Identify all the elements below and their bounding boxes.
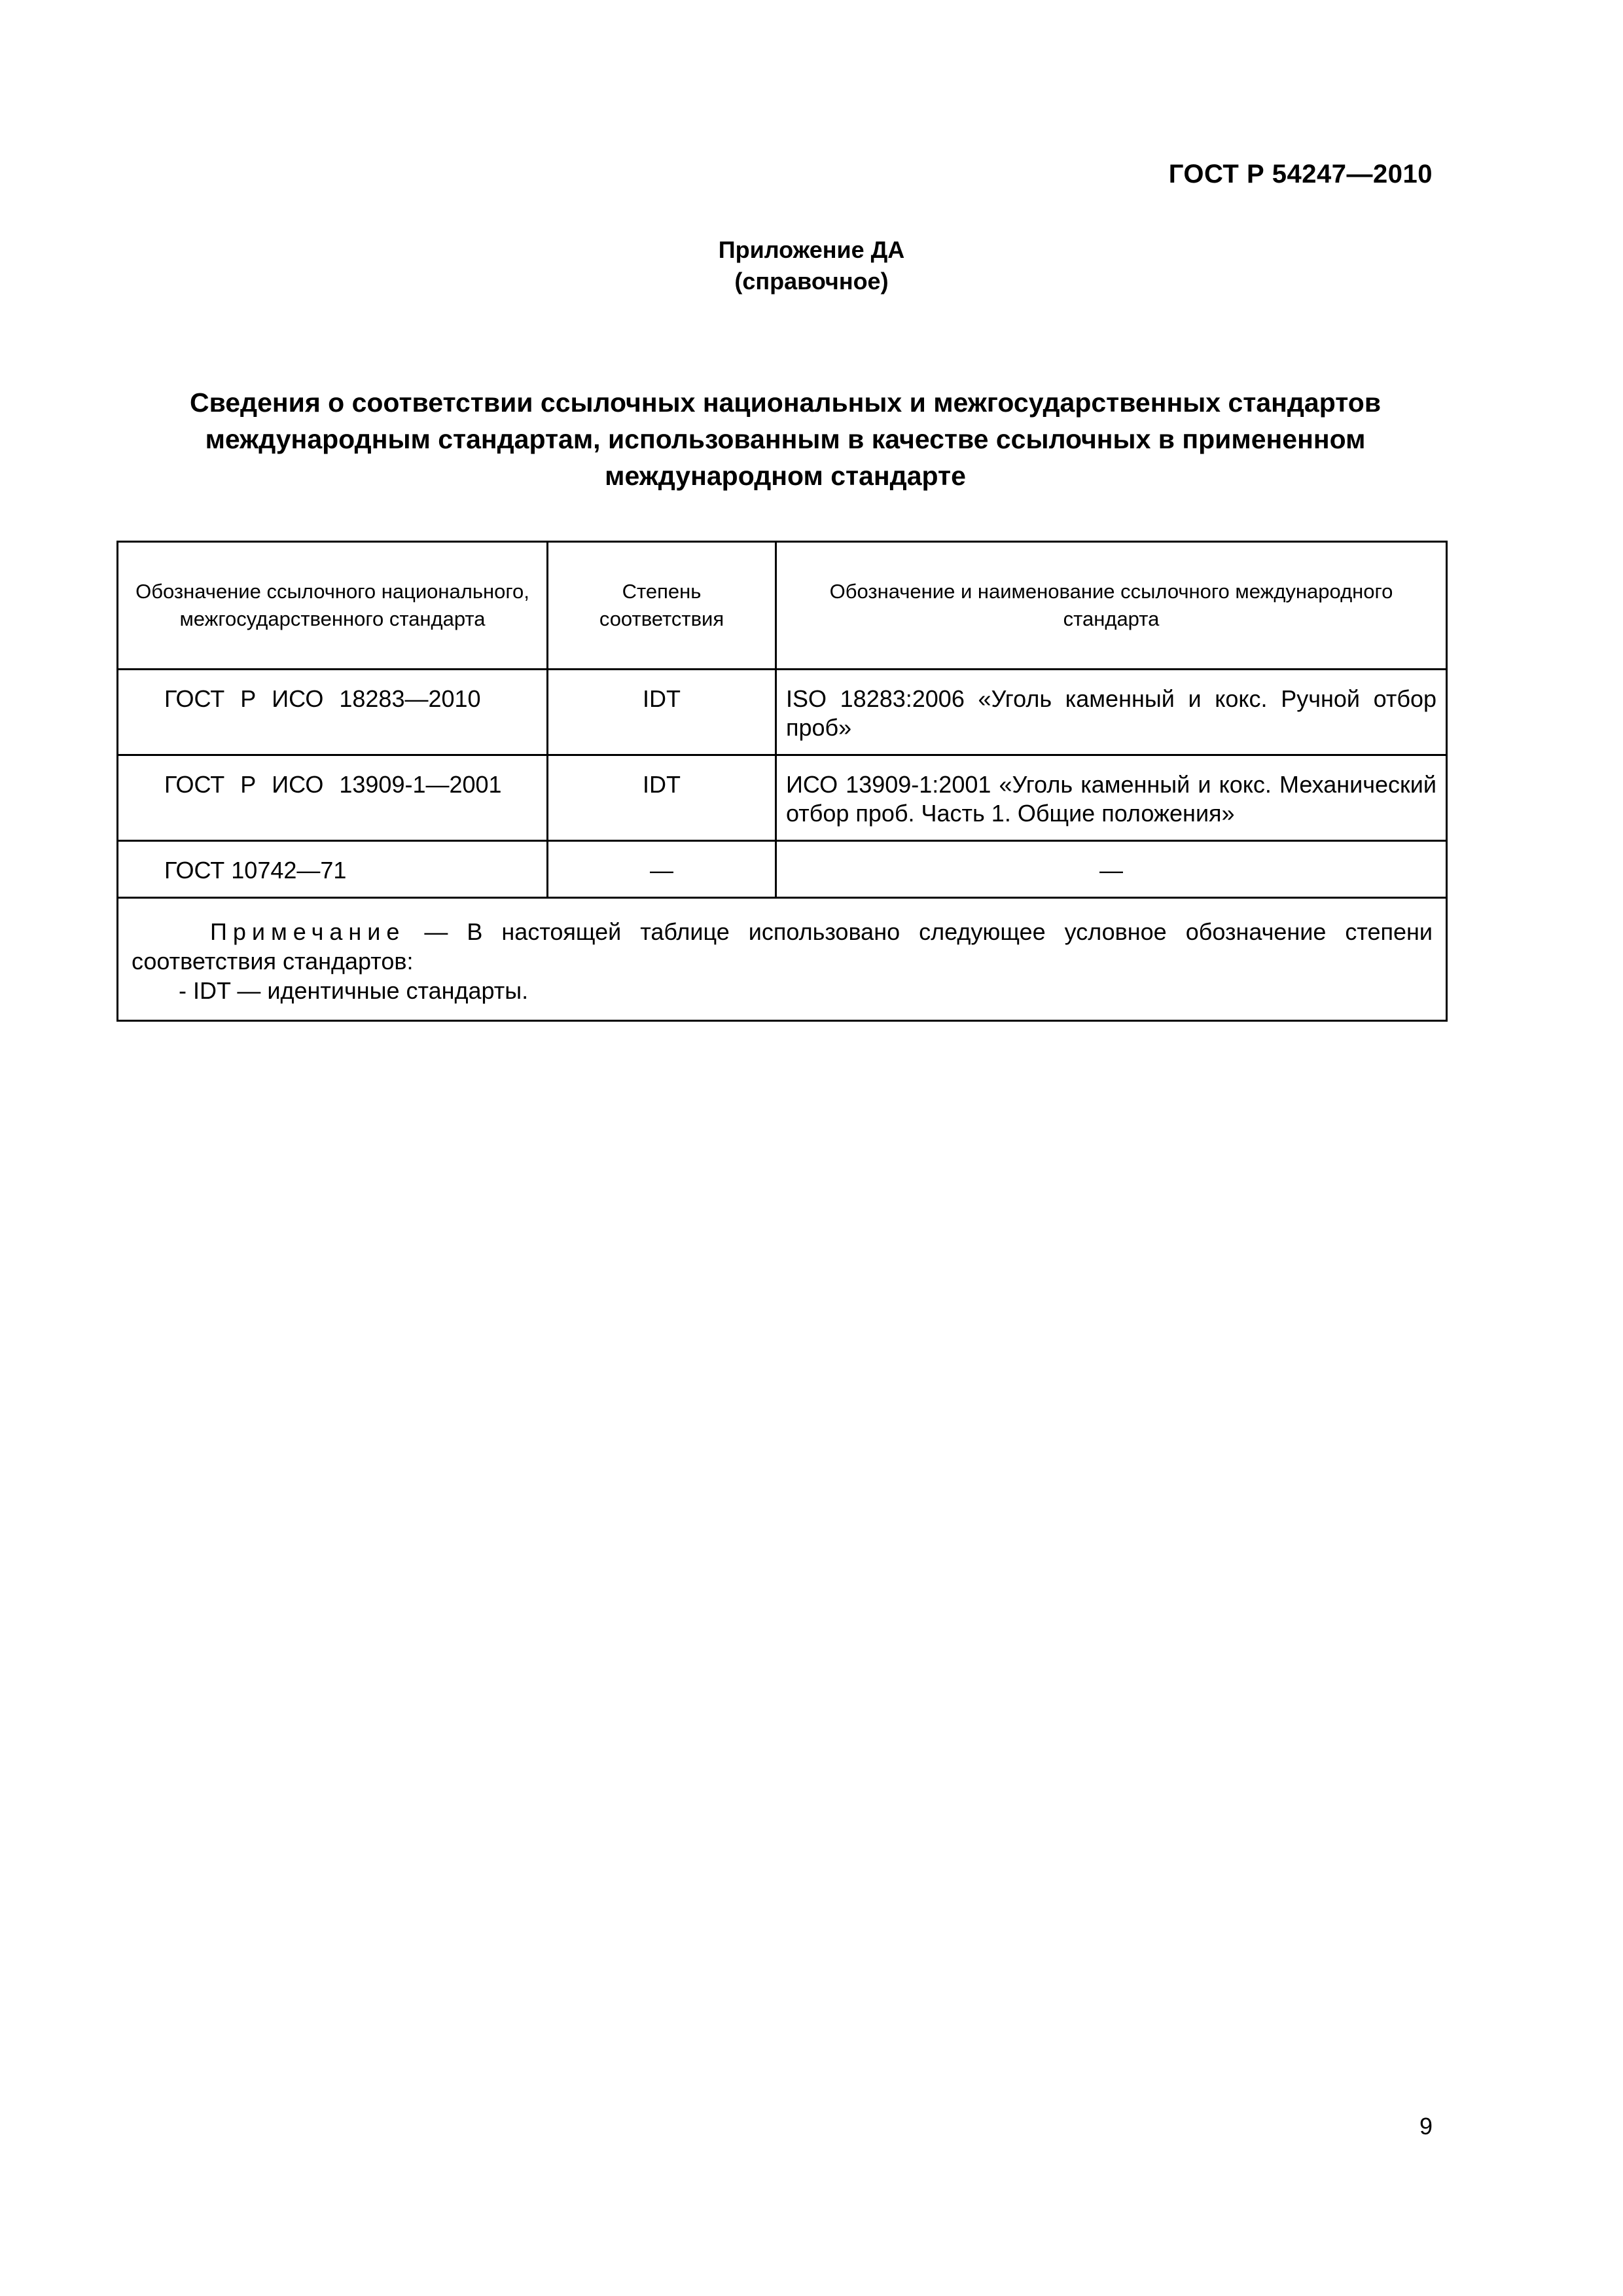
cell-national: ГОСТ Р ИСО 13909-1—2001 (118, 755, 548, 841)
standards-table (116, 541, 1448, 1022)
column-header-international: Обозначение и наименование ссылочного международного стандарта (776, 542, 1447, 670)
table-row (118, 841, 1447, 898)
table-row (118, 755, 1447, 841)
page-number: 9 (1419, 2113, 1433, 2140)
cell-international: ISO 18283:2006 «Уголь каменный и кокс. Ручной отбор проб» (776, 670, 1447, 755)
note-list-item: - IDT — идентичные стандарты. (179, 977, 529, 1004)
note-label: Примечание (210, 918, 406, 945)
title-line: международным стандартам, использованным в качестве ссылочных в примененном (205, 424, 1366, 454)
cell-degree: IDT (548, 755, 776, 841)
cell-international: ИСО 13909-1:2001 «Уголь каменный и кокс. Механический отбор проб. Часть 1. Общие положения» (776, 755, 1447, 841)
cell-degree: — (548, 841, 776, 898)
note-paragraph (132, 917, 1433, 976)
table-note (118, 898, 1447, 1021)
cell-international: — (776, 841, 1447, 898)
title-line: Сведения о соответствии ссылочных национальных и межгосударственных стандартов (189, 387, 1382, 418)
cell-national: ГОСТ Р ИСО 18283—2010 (118, 670, 548, 755)
annex-title: Приложение ДА (718, 236, 905, 263)
document-code: ГОСТ Р 54247—2010 (1168, 160, 1433, 188)
column-header-national: Обозначение ссылочного национального, межгосударственного стандарта (118, 542, 548, 670)
table-row (118, 670, 1447, 755)
title-line: международном стандарте (605, 461, 966, 491)
cell-degree: IDT (548, 670, 776, 755)
table-header-row (118, 542, 1447, 670)
cell-national: ГОСТ 10742—71 (118, 841, 548, 898)
page-title (131, 384, 1440, 494)
annex-subtitle: (справочное) (734, 268, 889, 295)
note-text: — В настоящей таблице использовано следующее условное обозначение степени соответствия стандартов: (132, 918, 1433, 975)
column-header-degree: Степень соответствия (548, 542, 776, 670)
table-note-row (118, 898, 1447, 1021)
standards-table-container (116, 541, 1448, 1022)
annex-heading (0, 234, 1623, 297)
